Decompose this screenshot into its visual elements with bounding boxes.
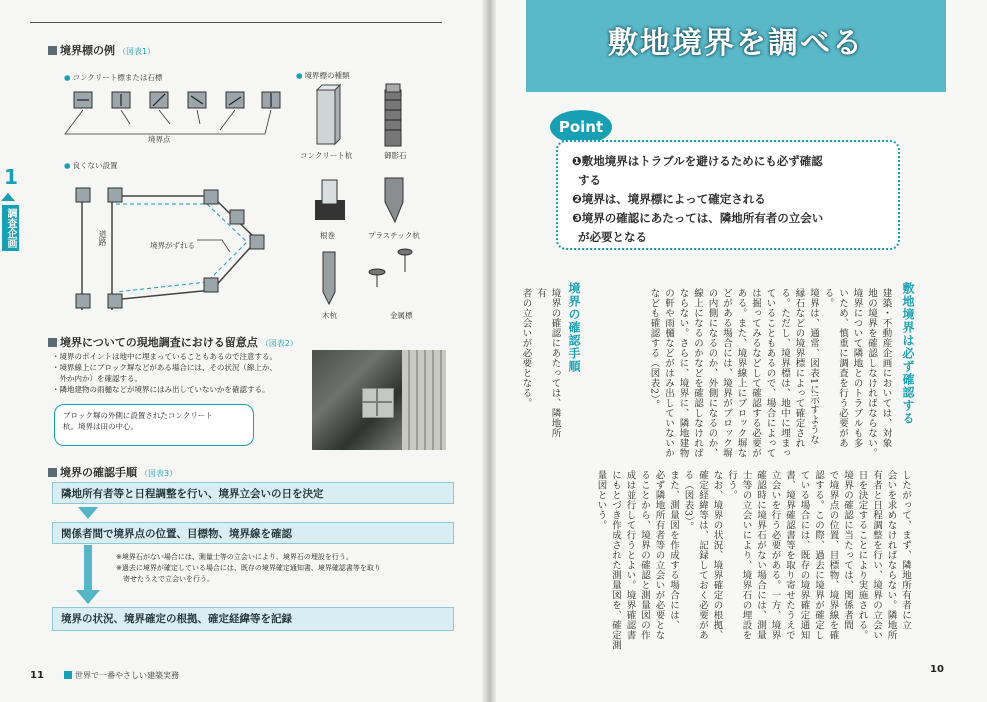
markers-caption: ● コンクリート標または石標	[64, 72, 162, 83]
chapter-arrow-icon	[1, 193, 15, 201]
footer-square-icon	[64, 671, 72, 679]
title-banner	[526, 0, 946, 92]
bad-placement-caption: ● 良くない設置	[64, 160, 118, 171]
body-line: 地の境界を確認しなければならない。	[866, 288, 877, 458]
body-line: 書、境界確認書等を取り寄せたうえで	[784, 470, 795, 640]
markers-label: 境界点	[148, 135, 171, 144]
notes-bullet-2-cont: 外か内か）を確認する。	[52, 374, 142, 383]
point-1-cont: する	[578, 173, 601, 187]
granite-post-icon	[385, 84, 401, 146]
section-title-boundary-examples: 境界標の例 （図表1）	[48, 42, 155, 58]
heading-procedure: 境界の確認手順	[567, 282, 581, 373]
point-3-cont: が必要となる	[578, 230, 647, 244]
left-page	[0, 0, 482, 702]
metal-marker-icon	[369, 249, 412, 287]
left-page-number: 11	[30, 670, 44, 681]
body-line: なお、境界の状況、境界確定の根拠、	[711, 470, 723, 640]
root-wrapped-post-icon	[315, 180, 345, 220]
types-caption: ● 境界標の種類	[296, 70, 350, 81]
right-page-number: 10	[930, 664, 944, 675]
chapter-tab	[0, 165, 22, 255]
square-bullet-icon	[48, 338, 57, 347]
point-label: Point	[550, 110, 612, 144]
callout-line-2: 杭。境界は田の中心。	[63, 422, 138, 431]
book-spine	[482, 0, 496, 702]
notes-bullet-3: ・隣地建物の雨樋などが境界にはみ出していないかを確認する。	[52, 385, 270, 394]
chapter-label: 調査企画	[2, 205, 19, 251]
body-line: 立会いを行う必要がある。一方、境界	[769, 470, 781, 640]
square-bullet-icon	[48, 468, 57, 477]
body-line: 認する。この際、過去に境界が確定し	[813, 470, 824, 640]
concrete-post-icon	[317, 85, 340, 144]
procedure-step-2: 関係者間で境界点の位置、目標物、境界線を確認	[52, 522, 454, 544]
down-arrow-icon	[78, 507, 98, 519]
point-box	[556, 140, 900, 250]
body-line: 成は並行して行うとよい。境界確認書	[624, 470, 636, 640]
body-line: どがある場合には、境界がブロック塀	[721, 288, 732, 458]
body-column-procedure-intro	[518, 288, 562, 443]
body-line: ることから、境界の確認と測量図の作	[639, 470, 650, 640]
body-line: 境界について隣地とのトラブルも多	[851, 288, 863, 448]
point-2: ❷境界は、境界標によって確定される	[572, 192, 766, 206]
type-label-concrete: コンクリート杭	[300, 151, 353, 160]
body-line: ならない。さらに、境界に、隣地建物	[677, 288, 689, 458]
body-line: なども確認する（図表2）。	[648, 288, 660, 410]
heading-must-confirm: 敷地境界は必ず確認する	[901, 282, 915, 425]
page-title: 敷地境界を調べる	[608, 26, 864, 61]
top-rule	[30, 22, 442, 23]
body-line: る。ただし、境界標は、地中に埋まっ	[779, 288, 790, 458]
body-column-bottom	[512, 470, 912, 650]
plastic-post-icon	[385, 178, 403, 222]
body-line: 境界は、通常、図表1に示すような	[808, 288, 819, 445]
type-label-granite: 御影石	[384, 151, 407, 160]
procedure-step-1: 隣地所有者等と日程調整を行い、境界立会いの日を決定	[52, 482, 454, 504]
body-line: 会いを求めなければならない。隣地所	[885, 470, 897, 640]
body-line: の軒や雨樋などがはみ出していないか	[663, 288, 674, 458]
wooden-post-icon	[323, 252, 335, 304]
section-title-confirmation-procedure: 境界の確認手順 （図表3）	[48, 464, 177, 480]
body-line: 必ず隣地所有者等の立会いが必要とな	[653, 470, 665, 640]
body-line: 日を決定することにより実施される。	[856, 470, 868, 640]
body-line: 建築・不動産企画においては、対象	[880, 288, 892, 448]
chapter-number: 1	[4, 165, 18, 189]
body-line: 有者と日程調整を行い、境界の立会い	[871, 470, 882, 640]
body-line: 士等の立会いにより、境界石の埋設を	[740, 470, 752, 640]
body-line: 者の立会いが必要となる。	[520, 288, 532, 408]
callout-line-1: ブロック塀の外側に設置されたコンクリート	[63, 411, 213, 420]
body-line: したがって、まず、隣地所有者に立	[900, 470, 911, 630]
long-down-arrow-icon	[76, 590, 100, 604]
concrete-post-photo	[362, 388, 394, 418]
point-3: ❸境界の確認にあたっては、隣地所有者の立会い	[572, 211, 824, 225]
point-1: ❶敷地境界はトラブルを避けるためにも必ず確認	[572, 154, 823, 168]
body-line: また、測量図を作成する場合には、	[668, 470, 679, 630]
body-column-top	[646, 288, 893, 458]
long-arrow-shaft	[84, 545, 92, 591]
body-line: ある。また、境界線上にブロック塀な	[735, 288, 747, 458]
type-label-root: 根巻	[320, 231, 335, 240]
section-title-site-survey-notes: 境界についての現地調査における留意点 （図表2）	[48, 334, 298, 350]
footer-series-title: 世界で一番やさしい建築実務	[75, 671, 179, 680]
body-line: にもとづき作成された測量図を、確定測	[610, 470, 621, 650]
body-line: る（図表3）。	[682, 470, 694, 532]
body-line: 量図という。	[595, 470, 607, 530]
body-line: 縁石などの境界標によって確定され	[793, 288, 805, 448]
site-photo	[312, 350, 446, 450]
procedure-note-2-cont: 寄せたうえで立会いを行う。	[116, 575, 214, 583]
procedure-step-3: 境界の状況、境界確定の根拠、確定経緯等を記録	[52, 607, 454, 631]
body-line: 行う。	[726, 470, 737, 500]
body-line: 確認時に境界石がない場合には、測量	[755, 470, 766, 640]
photo-callout	[54, 404, 254, 446]
body-line: いため、慎重に調査を行う必要がある。	[822, 288, 848, 448]
body-line: 線上になるのかなどを確認しなければ	[692, 288, 703, 458]
type-label-metal: 金属標	[390, 311, 413, 320]
procedure-note-2: ※過去に境界が確定している場合には、既存の境界確定通知書、境界確認書等を取り	[116, 564, 381, 572]
road-label: 道路	[98, 230, 107, 246]
boundary-markers-diagram	[60, 80, 300, 150]
body-line: ている場合には、既存の境界確定通知	[798, 470, 810, 640]
right-page	[496, 0, 987, 702]
body-line: 境界の確認に当たっては、関係者間	[842, 470, 853, 630]
body-line: で境界点の位置、目標物、境界線を確	[827, 470, 839, 640]
notes-bullet-2: ・境界線上にブロック塀などがある場合には、その状況（線上か、	[52, 363, 277, 372]
body-line: の内側になるのか、外側になるのか、	[706, 288, 718, 458]
procedure-note-1: ※境界石がない場合には、測量士等の立会いにより、境界石の埋設を行う。	[116, 553, 353, 561]
square-bullet-icon	[48, 46, 57, 55]
shift-label: 境界がずれる	[150, 241, 195, 250]
marker-types-illustration	[305, 82, 425, 322]
body-line: 境界の確認にあたっては、隣地所有	[535, 288, 561, 438]
type-label-wood: 木杭	[322, 311, 337, 320]
body-line: ていることもあるので、場合によって	[764, 288, 776, 458]
body-line: は掘ってみるなどして確認する必要が	[750, 288, 761, 458]
type-label-plastic: プラスチック杭	[368, 231, 420, 240]
notes-bullet-1: ・境界のポイントは地中に埋まっていることもあるので注意する。	[52, 352, 277, 361]
body-line: 確定経緯等は、記録しておく必要があ	[697, 470, 708, 640]
